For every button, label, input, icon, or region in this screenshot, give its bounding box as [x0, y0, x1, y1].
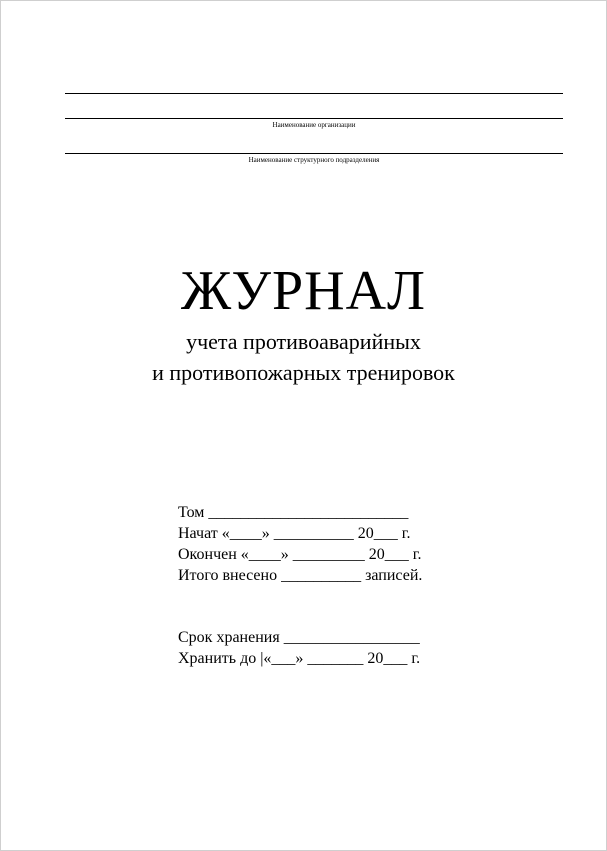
started-date-field: Начат «____» __________ 20___ г. [178, 525, 411, 542]
journal-subtitle-line-1: учета противоаварийных [186, 329, 421, 354]
total-entries-field: Итого внесено __________ записей. [178, 567, 423, 584]
department-line [65, 153, 563, 154]
keep-until-field: Хранить до |«___» _______ 20___ г. [178, 650, 421, 667]
department-caption: Наименование структурного подразделения [248, 156, 380, 164]
journal-subtitle-line-2: и противопожарных тренировок [152, 360, 455, 385]
organization-line [65, 118, 563, 119]
organization-line-top [65, 93, 563, 94]
organization-caption: Наименование организации [272, 121, 356, 129]
volume-field: Том _________________________ [178, 504, 409, 521]
ended-date-field: Окончен «____» _________ 20___ г. [178, 546, 422, 563]
storage-period-field: Срок хранения _________________ [178, 629, 420, 646]
journal-title: ЖУРНАЛ [180, 260, 427, 322]
